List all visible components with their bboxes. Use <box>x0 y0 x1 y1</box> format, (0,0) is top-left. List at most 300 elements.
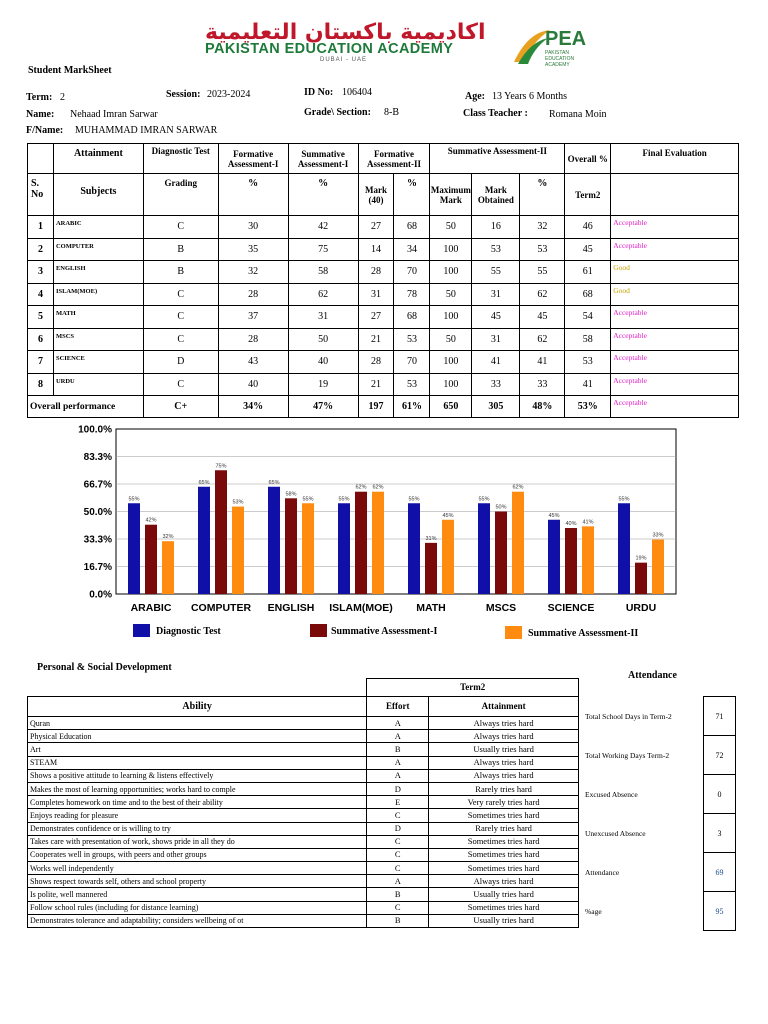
table-row <box>28 373 739 396</box>
row-fa1: 30 <box>218 216 288 239</box>
row-obt: 55 <box>472 261 520 284</box>
term-value: 2 <box>60 92 65 103</box>
chart-data-label: 45% <box>548 512 560 519</box>
row-obt: 31 <box>472 328 520 351</box>
chart-bar <box>408 503 420 594</box>
row-final-evaluation: Acceptable <box>611 306 739 329</box>
psd-attainment: Usually tries hard <box>429 743 579 756</box>
row-max: 100 <box>430 261 472 284</box>
row-subject: ENGLISH <box>53 261 143 284</box>
chart-bar <box>565 528 577 594</box>
chart-y-tick-label: 33.3% <box>83 534 112 546</box>
row-grade: B <box>143 261 218 284</box>
header-sa1-pct: % <box>288 174 358 216</box>
row-subject: ARABIC <box>53 216 143 239</box>
chart-data-label: 45% <box>442 512 454 519</box>
psd-ability: Follow school rules (including for distance learning) <box>28 901 367 914</box>
academy-english-name: PAKISTAN EDUCATION ACADEMY <box>205 41 454 57</box>
psd-effort: A <box>367 717 429 730</box>
chart-category-label: ENGLISH <box>267 602 315 614</box>
header-fa1-pct: % <box>218 174 288 216</box>
psd-attainment: Usually tries hard <box>429 914 579 927</box>
overall-fa2m: 197 <box>358 396 394 418</box>
chart-data-label: 32% <box>162 534 174 541</box>
psd-attainment: Sometimes tries hard <box>429 862 579 875</box>
row-obt: 31 <box>472 283 520 306</box>
psd-row <box>28 835 579 848</box>
psd-ability: Shows a positive attitude to learning & listens effectively <box>28 769 367 782</box>
row-obt: 33 <box>472 373 520 396</box>
header-sa1: Summative Assessment-I <box>288 144 358 174</box>
chart-data-label: 58% <box>285 491 297 498</box>
psd-effort: A <box>367 756 429 769</box>
row-fa2m: 21 <box>358 328 394 351</box>
header-max-mark: Maximum Mark <box>430 174 472 216</box>
row-overall: 58 <box>565 328 611 351</box>
row-overall: 53 <box>565 351 611 374</box>
psd-ability: Shows respect towards self, others and school property <box>28 875 367 888</box>
header-grading: Grading <box>143 174 218 216</box>
row-fa2m: 14 <box>358 238 394 261</box>
row-fa2m: 27 <box>358 216 394 239</box>
psd-ability: Is polite, well mannered <box>28 888 367 901</box>
psd-attainment: Sometimes tries hard <box>429 809 579 822</box>
chart-bar <box>198 487 210 594</box>
name-value: Nehaad Imran Sarwar <box>70 109 158 120</box>
psd-ability: Cooperates well in groups, with peers and other groups <box>28 848 367 861</box>
row-final-evaluation: Good <box>611 283 739 306</box>
row-sa2p: 41 <box>520 351 565 374</box>
overall-performance-row <box>28 396 739 418</box>
chart-data-label: 55% <box>128 496 140 503</box>
psd-row <box>28 730 579 743</box>
row-obt: 16 <box>472 216 520 239</box>
name-label: Name: <box>26 109 55 120</box>
psd-ability: Completes homework on time and to the best of their ability <box>28 796 367 809</box>
overall-final-evaluation: Acceptable <box>611 396 739 418</box>
chart-data-label: 55% <box>618 496 630 503</box>
chart-bar <box>232 507 244 594</box>
overall-label: Overall performance <box>28 396 144 418</box>
psd-effort: C <box>367 901 429 914</box>
row-sa1: 50 <box>288 328 358 351</box>
header-mark-obtained: Mark Obtained <box>472 174 520 216</box>
row-sa2p: 55 <box>520 261 565 284</box>
row-final-evaluation: Acceptable <box>611 373 739 396</box>
row-fa2p: 34 <box>394 238 430 261</box>
row-sno: 1 <box>28 216 54 239</box>
psd-row <box>28 875 579 888</box>
row-obt: 53 <box>472 238 520 261</box>
psd-row <box>28 743 579 756</box>
chart-bar <box>442 520 454 594</box>
header-overall: Overall % <box>565 144 611 174</box>
row-fa2m: 21 <box>358 373 394 396</box>
row-sa2p: 62 <box>520 283 565 306</box>
psd-row <box>28 769 579 782</box>
fname-label: F/Name: <box>26 125 64 136</box>
row-final-evaluation: Acceptable <box>611 216 739 239</box>
table-row <box>28 328 739 351</box>
row-sa1: 42 <box>288 216 358 239</box>
attendance-label: %age <box>585 906 602 916</box>
chart-data-label: 65% <box>268 479 280 486</box>
row-sa1: 62 <box>288 283 358 306</box>
table-row <box>28 351 739 374</box>
psd-row <box>28 901 579 914</box>
psd-row <box>28 796 579 809</box>
chart-category-label: MSCS <box>485 602 517 614</box>
attendance-value: 72 <box>704 736 736 775</box>
overall-overall: 53% <box>565 396 611 418</box>
legend-label-sa2: Summative Assessment-II <box>528 628 639 639</box>
psd-ability: Demonstrates confidence or is willing to try <box>28 822 367 835</box>
chart-y-tick-label: 16.7% <box>83 562 112 573</box>
psd-row <box>28 888 579 901</box>
chart-data-label: 19% <box>635 555 647 562</box>
row-sa1: 75 <box>288 238 358 261</box>
psd-header-ability: Ability <box>28 697 367 717</box>
legend-label-diagnostic: Diagnostic Test <box>156 626 221 637</box>
chart-bar <box>268 487 280 594</box>
row-max: 100 <box>430 306 472 329</box>
row-sa2p: 32 <box>520 216 565 239</box>
row-fa1: 40 <box>218 373 288 396</box>
psd-attainment: Always tries hard <box>429 875 579 888</box>
chart-y-tick-label: 0.0% <box>89 589 112 601</box>
header-final: Final Evaluation <box>611 144 739 174</box>
psd-attainment: Sometimes tries hard <box>429 848 579 861</box>
chart-data-label: 55% <box>338 496 350 503</box>
chart-category-label: ARABIC <box>130 602 172 614</box>
row-sno: 7 <box>28 351 54 374</box>
row-fa2p: 53 <box>394 328 430 351</box>
chart-bar <box>548 520 560 594</box>
pea-logo-subtext: PAKISTAN EDUCATION ACADEMY <box>545 50 575 68</box>
row-fa1: 32 <box>218 261 288 284</box>
header-fa2: Formative Assessment-II <box>358 144 430 174</box>
row-overall: 54 <box>565 306 611 329</box>
psd-attainment: Always tries hard <box>429 717 579 730</box>
attendance-row <box>584 853 736 892</box>
page-title: Student MarkSheet <box>28 65 112 76</box>
chart-bar <box>478 503 490 594</box>
psd-attainment: Rarely tries hard <box>429 822 579 835</box>
header-term2: Term2 <box>565 174 611 216</box>
chart-data-label: 62% <box>355 484 367 491</box>
row-final-evaluation: Acceptable <box>611 328 739 351</box>
chart-data-label: 75% <box>215 463 227 470</box>
chart-data-label: 55% <box>478 496 490 503</box>
psd-row <box>28 756 579 769</box>
psd-effort: B <box>367 743 429 756</box>
row-sno: 6 <box>28 328 54 351</box>
psd-ability: Demonstrates tolerance and adaptability; considers wellbeing of ot <box>28 914 367 927</box>
psd-row <box>28 782 579 795</box>
row-sa1: 19 <box>288 373 358 396</box>
row-subject: MSCS <box>53 328 143 351</box>
row-fa2m: 28 <box>358 261 394 284</box>
psd-table <box>27 678 579 928</box>
pea-logo-text: PEA <box>545 28 587 50</box>
chart-bar <box>355 492 367 594</box>
psd-header-effort: Effort <box>367 697 429 717</box>
row-sa2p: 62 <box>520 328 565 351</box>
chart-data-label: 62% <box>372 484 384 491</box>
row-sno: 5 <box>28 306 54 329</box>
grade-value: 8-B <box>384 107 399 118</box>
chart-category-label: URDU <box>625 602 657 614</box>
psd-title: Personal & Social Development <box>37 662 172 673</box>
legend-swatch-diagnostic <box>133 624 150 637</box>
session-value: 2023-2024 <box>207 89 251 100</box>
row-fa1: 28 <box>218 328 288 351</box>
overall-fa2p: 61% <box>394 396 430 418</box>
chart-bar <box>162 541 174 594</box>
row-overall: 46 <box>565 216 611 239</box>
chart-data-label: 62% <box>512 484 524 491</box>
overall-sa1: 47% <box>288 396 358 418</box>
psd-effort: C <box>367 835 429 848</box>
row-grade: C <box>143 373 218 396</box>
header-fa2-pct: % <box>394 174 430 216</box>
row-overall: 45 <box>565 238 611 261</box>
psd-effort: C <box>367 809 429 822</box>
row-final-evaluation: Good <box>611 261 739 284</box>
chart-bar <box>618 503 630 594</box>
psd-row <box>28 914 579 927</box>
chart-bar <box>582 526 594 594</box>
chart-data-label: 40% <box>565 521 577 527</box>
age-label: Age: <box>465 91 485 102</box>
chart-data-label: 55% <box>408 496 420 503</box>
table-row <box>28 283 739 306</box>
psd-effort: D <box>367 782 429 795</box>
header-attainment: Attainment <box>53 144 143 174</box>
row-max: 100 <box>430 238 472 261</box>
psd-row <box>28 862 579 875</box>
psd-attainment: Usually tries hard <box>429 888 579 901</box>
row-sno: 3 <box>28 261 54 284</box>
psd-attainment: Always tries hard <box>429 769 579 782</box>
row-final-evaluation: Acceptable <box>611 238 739 261</box>
attendance-label: Total School Days in Term-2 <box>585 711 672 721</box>
table-row <box>28 306 739 329</box>
table-row <box>28 238 739 261</box>
row-sa1: 58 <box>288 261 358 284</box>
attendance-row <box>584 775 736 814</box>
header-subjects: Subjects <box>53 174 143 216</box>
row-subject: ISLAM(MOE) <box>53 283 143 306</box>
attendance-row <box>584 697 736 736</box>
psd-attainment: Always tries hard <box>429 756 579 769</box>
row-fa2p: 53 <box>394 373 430 396</box>
academy-arabic-name: اكاديمية باكستان التعليمية <box>205 20 486 45</box>
age-value: 13 Years 6 Months <box>492 91 568 102</box>
chart-data-label: 53% <box>232 499 244 506</box>
row-max: 50 <box>430 216 472 239</box>
chart-bar <box>338 503 350 594</box>
row-fa2m: 31 <box>358 283 394 306</box>
psd-ability: Quran <box>28 717 367 730</box>
row-fa1: 35 <box>218 238 288 261</box>
psd-effort: A <box>367 769 429 782</box>
row-sno: 2 <box>28 238 54 261</box>
row-max: 50 <box>430 283 472 306</box>
overall-obt: 305 <box>472 396 520 418</box>
row-fa2p: 68 <box>394 216 430 239</box>
psd-header-term: Term2 <box>367 679 579 697</box>
row-max: 50 <box>430 328 472 351</box>
header-diagnostic: Diagnostic Test <box>143 144 218 174</box>
chart-bar <box>128 503 140 594</box>
chart-bar <box>302 503 314 594</box>
session-label: Session: <box>166 89 201 100</box>
psd-ability: Makes the most of learning opportunities; works hard to comple <box>28 782 367 795</box>
row-sno: 4 <box>28 283 54 306</box>
chart-bar <box>372 492 384 594</box>
psd-attainment: Sometimes tries hard <box>429 835 579 848</box>
chart-bar <box>652 540 664 594</box>
overall-max: 650 <box>430 396 472 418</box>
psd-row <box>28 809 579 822</box>
psd-attainment: Rarely tries hard <box>429 782 579 795</box>
chart-bar <box>215 470 227 594</box>
psd-effort: B <box>367 888 429 901</box>
chart-data-label: 50% <box>495 504 507 511</box>
marks-table <box>27 143 739 418</box>
header-fa1: Formative Assessment-I <box>218 144 288 174</box>
psd-effort: D <box>367 822 429 835</box>
psd-effort: C <box>367 862 429 875</box>
psd-ability: Works well independently <box>28 862 367 875</box>
row-grade: B <box>143 238 218 261</box>
attendance-value: 3 <box>704 814 736 853</box>
legend-label-sa1: Summative Assessment-I <box>331 626 438 637</box>
header-sa2: Summative Assessment-II <box>430 144 565 174</box>
term-label: Term: <box>26 92 53 103</box>
chart-bar <box>495 512 507 595</box>
chart-bar <box>635 563 647 594</box>
row-fa1: 37 <box>218 306 288 329</box>
header-mark40: Mark (40) <box>358 174 394 216</box>
row-sa2p: 53 <box>520 238 565 261</box>
chart-data-label: 31% <box>425 535 437 542</box>
header-sno: S. No <box>28 174 54 216</box>
psd-attainment: Sometimes tries hard <box>429 901 579 914</box>
header-sa2-pct: % <box>520 174 565 216</box>
psd-row <box>28 848 579 861</box>
overall-fa1: 34% <box>218 396 288 418</box>
psd-row <box>28 822 579 835</box>
psd-ability: Art <box>28 743 367 756</box>
attendance-title: Attendance <box>628 670 677 681</box>
psd-header-attainment: Attainment <box>429 697 579 717</box>
row-max: 100 <box>430 373 472 396</box>
chart-data-label: 65% <box>198 479 210 486</box>
attendance-row <box>584 814 736 853</box>
row-overall: 41 <box>565 373 611 396</box>
row-fa1: 28 <box>218 283 288 306</box>
row-grade: D <box>143 351 218 374</box>
psd-effort: A <box>367 730 429 743</box>
academy-location: DUBAI - UAE <box>320 57 368 63</box>
row-subject: URDU <box>53 373 143 396</box>
grade-label: Grade\ Section: <box>304 107 371 118</box>
row-fa2m: 27 <box>358 306 394 329</box>
teacher-value: Romana Moin <box>549 109 607 120</box>
legend-swatch-sa2 <box>505 626 522 639</box>
overall-sa2p: 48% <box>520 396 565 418</box>
chart-category-label: SCIENCE <box>547 602 595 614</box>
row-fa2p: 70 <box>394 261 430 284</box>
row-grade: C <box>143 328 218 351</box>
attendance-label: Total Working Days Term-2 <box>585 750 670 760</box>
row-max: 100 <box>430 351 472 374</box>
row-overall: 61 <box>565 261 611 284</box>
overall-grade: C+ <box>143 396 218 418</box>
id-value: 106404 <box>342 87 372 98</box>
row-subject: SCIENCE <box>53 351 143 374</box>
row-fa2m: 28 <box>358 351 394 374</box>
attendance-label: Attendance <box>585 867 620 877</box>
attendance-value: 71 <box>704 697 736 736</box>
chart-bar <box>425 543 437 594</box>
row-sa1: 40 <box>288 351 358 374</box>
psd-effort: E <box>367 796 429 809</box>
row-sno: 8 <box>28 373 54 396</box>
attendance-row <box>584 736 736 775</box>
psd-ability: Enjoys reading for pleasure <box>28 809 367 822</box>
row-grade: C <box>143 216 218 239</box>
row-grade: C <box>143 283 218 306</box>
id-label: ID No: <box>304 87 334 98</box>
chart-y-tick-label: 50.0% <box>83 507 112 518</box>
psd-effort: B <box>367 914 429 927</box>
row-fa2p: 70 <box>394 351 430 374</box>
psd-ability: Physical Education <box>28 730 367 743</box>
row-subject: COMPUTER <box>53 238 143 261</box>
psd-ability: STEAM <box>28 756 367 769</box>
chart-y-tick-label: 83.3% <box>83 452 112 463</box>
row-final-evaluation: Acceptable <box>611 351 739 374</box>
chart-data-label: 33% <box>652 532 664 539</box>
psd-row <box>28 717 579 730</box>
row-grade: C <box>143 306 218 329</box>
attendance-row <box>584 892 736 931</box>
row-sa2p: 33 <box>520 373 565 396</box>
row-overall: 68 <box>565 283 611 306</box>
attendance-value: 0 <box>704 775 736 814</box>
chart-data-label: 55% <box>302 496 314 503</box>
table-row <box>28 216 739 239</box>
attendance-table <box>584 696 736 931</box>
row-obt: 41 <box>472 351 520 374</box>
fname-value: MUHAMMAD IMRAN SARWAR <box>75 125 218 136</box>
row-fa2p: 68 <box>394 306 430 329</box>
chart-data-label: 42% <box>145 517 157 524</box>
chart-bar <box>512 492 524 594</box>
chart-bar <box>285 498 297 594</box>
chart-category-label: COMPUTER <box>190 602 252 614</box>
row-fa1: 43 <box>218 351 288 374</box>
chart-category-label: ISLAM(MOE) <box>329 602 393 614</box>
psd-attainment: Very rarely tries hard <box>429 796 579 809</box>
chart-bar <box>145 525 157 594</box>
row-fa2p: 78 <box>394 283 430 306</box>
chart-data-label: 41% <box>582 519 594 526</box>
psd-effort: C <box>367 848 429 861</box>
